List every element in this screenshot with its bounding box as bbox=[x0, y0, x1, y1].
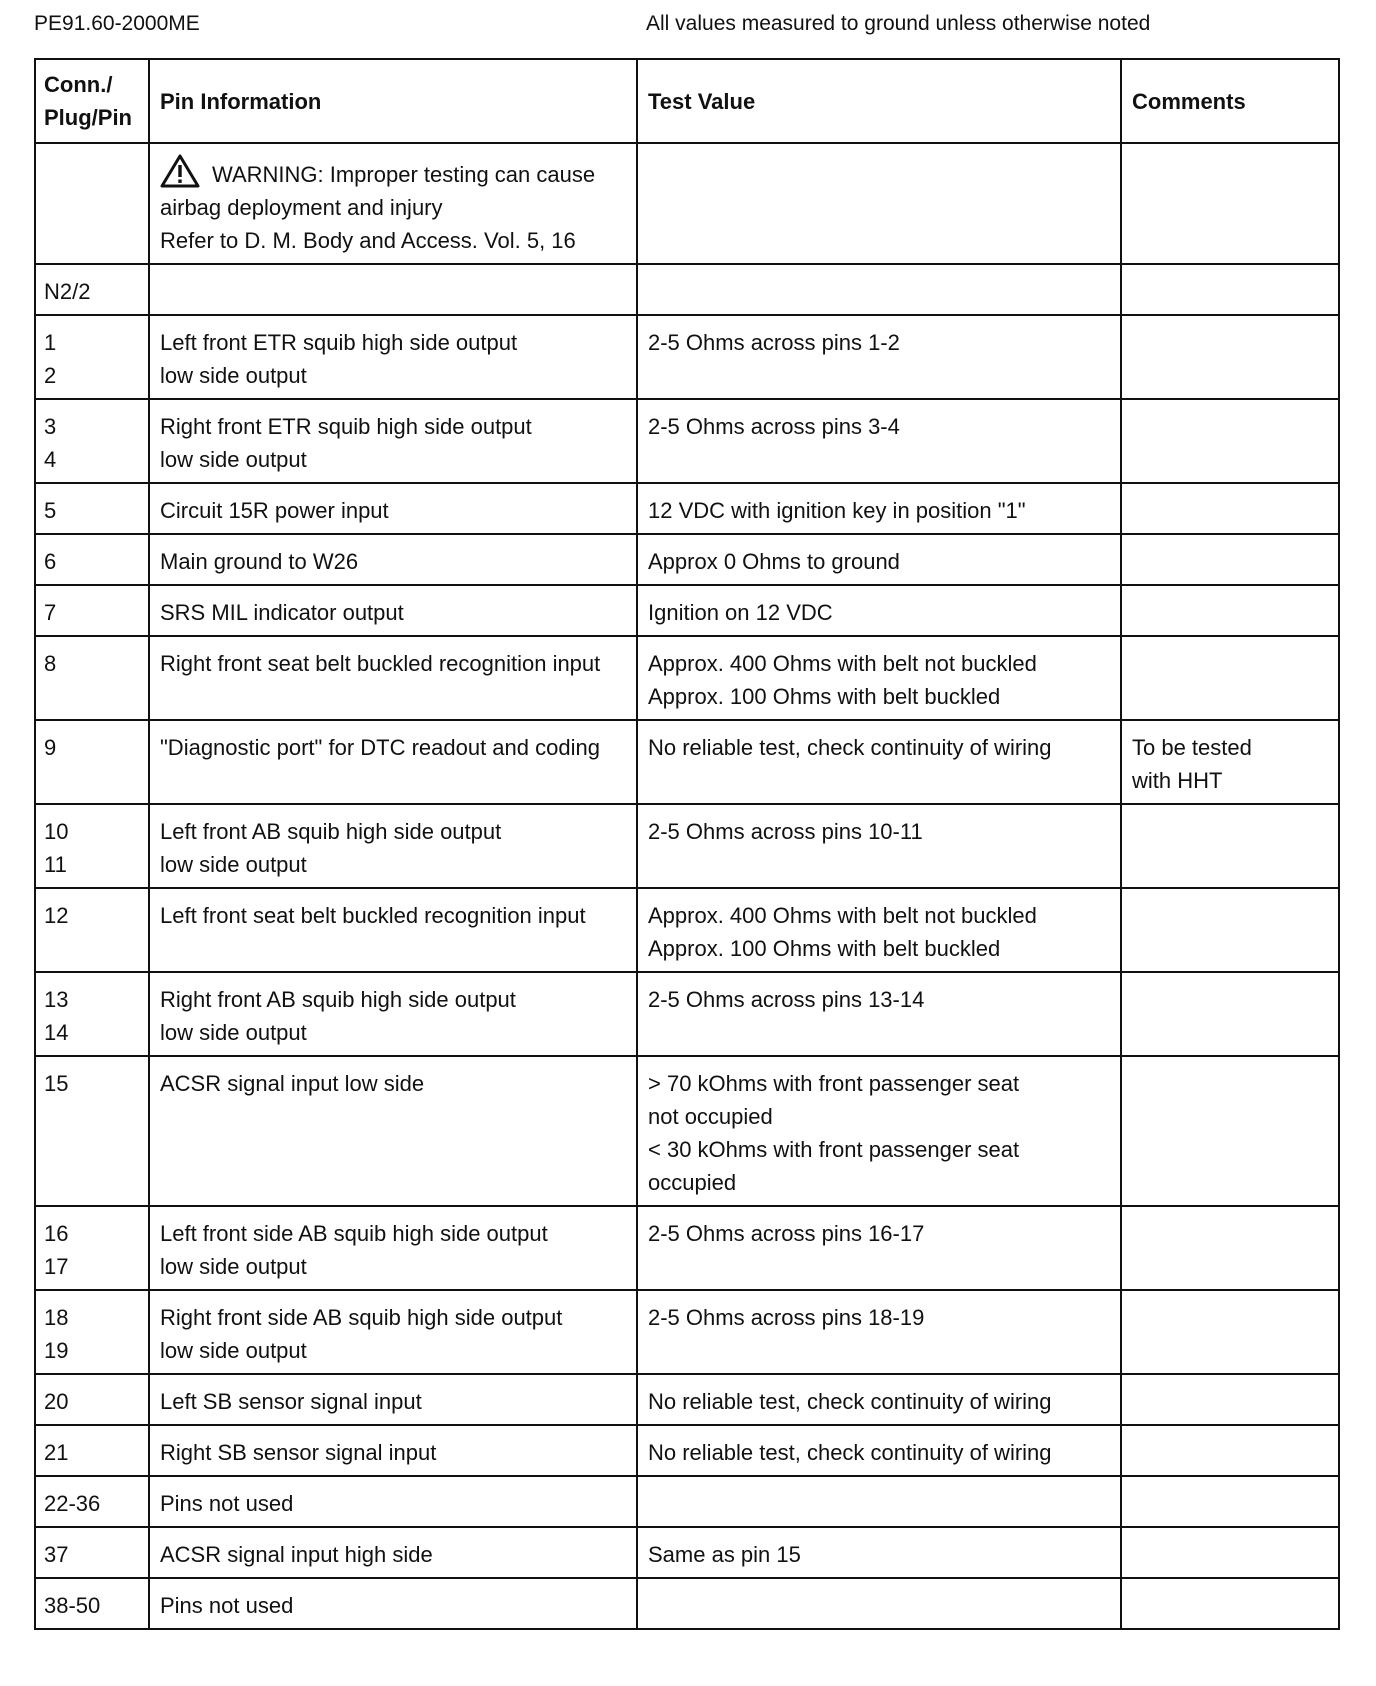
info-line: Left front side AB squib high side output bbox=[160, 1221, 548, 1246]
warning-row bbox=[35, 143, 1339, 264]
cell-test bbox=[637, 720, 1121, 804]
table-row bbox=[35, 636, 1339, 720]
info-line: low side output bbox=[160, 447, 307, 472]
table-cell bbox=[1121, 264, 1339, 315]
cell-test bbox=[637, 1056, 1121, 1206]
cell-info bbox=[149, 399, 637, 483]
table-row bbox=[35, 1425, 1339, 1476]
test-line: 2-5 Ohms across pins 3-4 bbox=[648, 414, 900, 439]
pin-line: 11 bbox=[44, 852, 67, 877]
test-line: 2-5 Ohms across pins 10-11 bbox=[648, 819, 923, 844]
info-line: SRS MIL indicator output bbox=[160, 600, 404, 625]
cell-test bbox=[637, 1527, 1121, 1578]
info-line: Right front seat belt buckled recognition input bbox=[160, 651, 601, 676]
table-row bbox=[35, 804, 1339, 888]
cell-test bbox=[637, 804, 1121, 888]
info-line: low side output bbox=[160, 1020, 307, 1045]
table-header-row bbox=[35, 59, 1339, 143]
cell-comments bbox=[1121, 1476, 1339, 1527]
cell-test bbox=[637, 972, 1121, 1056]
pin-line: 14 bbox=[44, 1020, 69, 1045]
table-row bbox=[35, 972, 1339, 1056]
test-line: < 30 kOhms with front passenger seat bbox=[648, 1137, 1020, 1162]
table-row bbox=[35, 585, 1339, 636]
info-line: Right front side AB squib high side output bbox=[160, 1305, 563, 1330]
info-line: Circuit 15R power input bbox=[160, 498, 389, 523]
cell-pin bbox=[35, 1527, 149, 1578]
cell-info bbox=[149, 1425, 637, 1476]
test-line: Approx. 100 Ohms with belt buckled bbox=[648, 936, 1001, 961]
test-line: Approx. 400 Ohms with belt not buckled bbox=[648, 903, 1037, 928]
column-header-pin bbox=[35, 59, 149, 143]
test-line: Ignition on 12 VDC bbox=[648, 600, 833, 625]
cell-comments bbox=[1121, 1374, 1339, 1425]
cell-test bbox=[637, 483, 1121, 534]
cell-comments bbox=[1121, 1290, 1339, 1374]
cell-test bbox=[637, 585, 1121, 636]
info-line: "Diagnostic port" for DTC readout and coding bbox=[160, 735, 600, 760]
cell-info bbox=[149, 315, 637, 399]
table-cell bbox=[149, 264, 637, 315]
table-row bbox=[35, 888, 1339, 972]
info-line: Left front AB squib high side output bbox=[160, 819, 502, 844]
cell-info bbox=[149, 1578, 637, 1629]
pin-line: 21 bbox=[44, 1440, 69, 1465]
info-line: Pins not used bbox=[160, 1491, 294, 1516]
pin-line: 18 bbox=[44, 1305, 69, 1330]
pin-line: 10 bbox=[44, 819, 69, 844]
cell-pin bbox=[35, 1056, 149, 1206]
cell-pin bbox=[35, 1290, 149, 1374]
cell-pin bbox=[35, 804, 149, 888]
cell-pin bbox=[35, 534, 149, 585]
test-line: not occupied bbox=[648, 1104, 773, 1129]
test-line: > 70 kOhms with front passenger seat bbox=[648, 1071, 1020, 1096]
table-cell bbox=[637, 143, 1121, 264]
cell-comments bbox=[1121, 972, 1339, 1056]
column-header-pin-line: Conn./ bbox=[44, 72, 113, 97]
pin-line: 7 bbox=[44, 600, 57, 625]
cell-info bbox=[149, 1476, 637, 1527]
cell-info bbox=[149, 1527, 637, 1578]
test-line: Same as pin 15 bbox=[648, 1542, 801, 1567]
cell-pin bbox=[35, 1578, 149, 1629]
cell-test bbox=[637, 399, 1121, 483]
cell-info bbox=[149, 534, 637, 585]
info-line: Left front seat belt buckled recognition input bbox=[160, 903, 586, 928]
pin-line: 8 bbox=[44, 651, 57, 676]
test-line: No reliable test, check continuity of wiring bbox=[648, 1440, 1052, 1465]
pin-line: 6 bbox=[44, 549, 57, 574]
column-header-pin-line: Plug/Pin bbox=[44, 105, 132, 130]
info-line: low side output bbox=[160, 1254, 307, 1279]
column-header-test: Test Value bbox=[637, 59, 1121, 143]
table-row bbox=[35, 399, 1339, 483]
pin-line: 15 bbox=[44, 1071, 69, 1096]
pin-line: 1 bbox=[44, 330, 57, 355]
pin-assignment-table bbox=[34, 58, 1340, 1630]
cell-info bbox=[149, 1374, 637, 1425]
pin-line: 16 bbox=[44, 1221, 69, 1246]
cell-pin bbox=[35, 972, 149, 1056]
table-row bbox=[35, 1206, 1339, 1290]
pin-line: 19 bbox=[44, 1338, 69, 1363]
cell-test bbox=[637, 1374, 1121, 1425]
cell-test bbox=[637, 1476, 1121, 1527]
document-header bbox=[34, 12, 1344, 42]
test-line: occupied bbox=[648, 1170, 737, 1195]
info-line: low side output bbox=[160, 852, 307, 877]
cell-comments bbox=[1121, 483, 1339, 534]
cell-comments bbox=[1121, 534, 1339, 585]
cell-pin bbox=[35, 585, 149, 636]
cell-test bbox=[637, 1206, 1121, 1290]
connector-label: N2/2 bbox=[35, 264, 149, 315]
info-line: Left front ETR squib high side output bbox=[160, 330, 518, 355]
cell-test bbox=[637, 1290, 1121, 1374]
cell-test bbox=[637, 888, 1121, 972]
info-line: ACSR signal input high side bbox=[160, 1542, 433, 1567]
cell-pin bbox=[35, 1374, 149, 1425]
cell-test bbox=[637, 315, 1121, 399]
cell-info bbox=[149, 483, 637, 534]
test-line: 2-5 Ohms across pins 16-17 bbox=[648, 1221, 925, 1246]
cell-test bbox=[637, 1425, 1121, 1476]
cell-pin bbox=[35, 399, 149, 483]
pin-line: 17 bbox=[44, 1254, 69, 1279]
pin-line: 2 bbox=[44, 363, 57, 388]
info-line: Right SB sensor signal input bbox=[160, 1440, 437, 1465]
cell-info bbox=[149, 888, 637, 972]
cell-info bbox=[149, 1290, 637, 1374]
warning-text: WARNING: Improper testing can cause bbox=[212, 162, 596, 187]
table-row bbox=[35, 1527, 1339, 1578]
cell-comments bbox=[1121, 315, 1339, 399]
warning-line bbox=[160, 154, 626, 191]
warning-cell bbox=[149, 143, 637, 264]
measurement-note: All values measured to ground unless otherwise noted bbox=[646, 12, 1151, 35]
column-header-info: Pin Information bbox=[149, 59, 637, 143]
cell-comments bbox=[1121, 1578, 1339, 1629]
test-line: No reliable test, check continuity of wiring bbox=[648, 1389, 1052, 1414]
table-row bbox=[35, 1374, 1339, 1425]
test-line: Approx. 100 Ohms with belt buckled bbox=[648, 684, 1001, 709]
info-line: low side output bbox=[160, 363, 307, 388]
cell-comments bbox=[1121, 1425, 1339, 1476]
cell-comments bbox=[1121, 1056, 1339, 1206]
cell-comments bbox=[1121, 399, 1339, 483]
test-line: No reliable test, check continuity of wiring bbox=[648, 735, 1052, 760]
cell-info bbox=[149, 972, 637, 1056]
cell-info bbox=[149, 585, 637, 636]
pin-line: 38-50 bbox=[44, 1593, 101, 1618]
pin-line: 4 bbox=[44, 447, 57, 472]
table-row bbox=[35, 483, 1339, 534]
table-row bbox=[35, 1578, 1339, 1629]
test-line: Approx. 400 Ohms with belt not buckled bbox=[648, 651, 1037, 676]
info-line: low side output bbox=[160, 1338, 307, 1363]
cell-info bbox=[149, 1056, 637, 1206]
cell-comments bbox=[1121, 1206, 1339, 1290]
pin-line: 12 bbox=[44, 903, 69, 928]
cell-comments bbox=[1121, 720, 1339, 804]
warning-line: Refer to D. M. Body and Access. Vol. 5, 16 bbox=[160, 228, 576, 253]
warning-triangle-icon bbox=[160, 154, 200, 188]
cell-pin bbox=[35, 1476, 149, 1527]
cell-comments bbox=[1121, 804, 1339, 888]
cell-info bbox=[149, 804, 637, 888]
cell-comments bbox=[1121, 585, 1339, 636]
pin-line: 20 bbox=[44, 1389, 69, 1414]
pin-line: 37 bbox=[44, 1542, 69, 1567]
test-line: 2-5 Ohms across pins 13-14 bbox=[648, 987, 925, 1012]
pin-line: 3 bbox=[44, 414, 57, 439]
info-line: Left SB sensor signal input bbox=[160, 1389, 422, 1414]
table-cell bbox=[35, 143, 149, 264]
info-line: Right front ETR squib high side output bbox=[160, 414, 532, 439]
column-header-comments: Comments bbox=[1121, 59, 1339, 143]
cell-info bbox=[149, 720, 637, 804]
cell-pin bbox=[35, 888, 149, 972]
table-cell bbox=[1121, 143, 1339, 264]
comments-line: with HHT bbox=[1132, 768, 1223, 793]
cell-comments bbox=[1121, 888, 1339, 972]
cell-comments bbox=[1121, 1527, 1339, 1578]
table-row bbox=[35, 534, 1339, 585]
table-row bbox=[35, 1056, 1339, 1206]
info-line: Main ground to W26 bbox=[160, 549, 359, 574]
cell-pin bbox=[35, 720, 149, 804]
pin-line: 5 bbox=[44, 498, 57, 523]
table-cell bbox=[637, 264, 1121, 315]
test-line: Approx 0 Ohms to ground bbox=[648, 549, 900, 574]
cell-pin bbox=[35, 1206, 149, 1290]
table-row bbox=[35, 315, 1339, 399]
connector-row bbox=[35, 264, 1339, 315]
cell-info bbox=[149, 1206, 637, 1290]
cell-test bbox=[637, 534, 1121, 585]
cell-info bbox=[149, 636, 637, 720]
test-line: 12 VDC with ignition key in position "1" bbox=[648, 498, 1026, 523]
cell-comments bbox=[1121, 636, 1339, 720]
test-line: 2-5 Ohms across pins 1-2 bbox=[648, 330, 900, 355]
pin-line: 9 bbox=[44, 735, 57, 760]
comments-line: To be tested bbox=[1132, 735, 1252, 760]
test-line: 2-5 Ohms across pins 18-19 bbox=[648, 1305, 925, 1330]
warning-line: airbag deployment and injury bbox=[160, 195, 443, 220]
pin-line: 22-36 bbox=[44, 1491, 101, 1516]
info-line: Right front AB squib high side output bbox=[160, 987, 516, 1012]
table-row bbox=[35, 1290, 1339, 1374]
cell-pin bbox=[35, 315, 149, 399]
cell-test bbox=[637, 636, 1121, 720]
cell-pin bbox=[35, 483, 149, 534]
table-row bbox=[35, 720, 1339, 804]
document-id: PE91.60-2000ME bbox=[34, 12, 200, 35]
cell-pin bbox=[35, 636, 149, 720]
table-row bbox=[35, 1476, 1339, 1527]
info-line: Pins not used bbox=[160, 1593, 294, 1618]
info-line: ACSR signal input low side bbox=[160, 1071, 425, 1096]
pin-line: 13 bbox=[44, 987, 69, 1012]
cell-test bbox=[637, 1578, 1121, 1629]
cell-pin bbox=[35, 1425, 149, 1476]
